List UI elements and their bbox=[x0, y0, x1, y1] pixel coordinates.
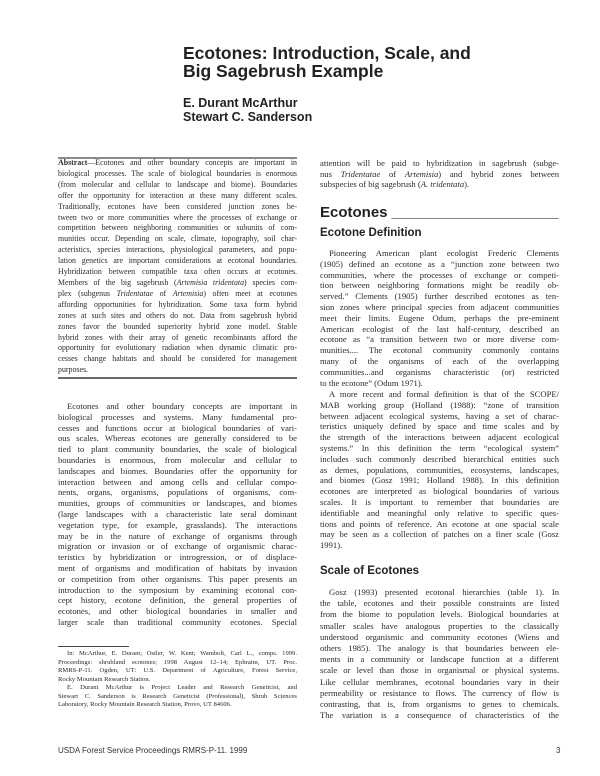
text-line: A more recent and formal definition is that of the SCOPE/ bbox=[329, 389, 559, 399]
text-line: meet their limits. Eugene Odum, perhaps the pre-eminent bbox=[320, 312, 559, 323]
text-line: ment of organisms and modification of habitats by invasion bbox=[58, 562, 297, 573]
intro-paragraph-continued bbox=[320, 158, 559, 190]
text-line: the table, ecotones and their possible constraints are listed bbox=[320, 598, 559, 609]
text-line: plex (subgenus Tridentatae of Artemisia) often meet at ecotones bbox=[58, 288, 297, 298]
text-line: zones at such sites and others do not. Data from sagebrush hybrid bbox=[58, 310, 297, 320]
scale-paragraph bbox=[320, 587, 559, 721]
text-line: teristics uniquely defined by space and time scales and by bbox=[320, 421, 559, 432]
text-line: In: McArthur, E. Durant; Ostler, W. Kent; Wambolt, Carl L., comps. 1999. bbox=[67, 650, 297, 657]
text-line: Abstract—Ecotones and other boundary concepts are important in bbox=[58, 158, 297, 167]
text-line: interaction between and among cells and cellular compo- bbox=[58, 476, 297, 487]
text-line: opportunity for evolutionary radiation when dynamic climatic pro- bbox=[58, 343, 297, 353]
text-line: tions and points of reference. An ecotone at one spacial scale bbox=[320, 518, 559, 529]
text-line: Gosz (1993) presented ecotonal hierarchies (table 1). In bbox=[329, 587, 559, 597]
text-line: tion between neighboring formations might be readily ob- bbox=[320, 280, 559, 291]
text-line: Members of the big sagebrush (Artemisia tridentata) species com- bbox=[58, 277, 297, 287]
text-line: Laboratory, Rocky Mountain Research Station, Provo, UT 84606. bbox=[58, 701, 232, 708]
subheading-ecotone-definition: Ecotone Definition bbox=[320, 227, 422, 239]
text-line: (1905) defined an ecotone as a “junction zone between two bbox=[320, 258, 559, 269]
text-line: ments in a community or landscape function at a different bbox=[320, 654, 559, 665]
footer-citation: USDA Forest Service Proceedings RMRS-P-11. 1999 bbox=[58, 746, 248, 755]
text-line: ecotone as “a transition between two or more diverse com- bbox=[320, 334, 559, 345]
intro-paragraph bbox=[58, 401, 297, 628]
text-line: Ecotones and other boundary concepts are important in bbox=[67, 401, 297, 411]
footnote bbox=[58, 650, 297, 710]
text-line: cesses and functions occur at biological boundaries of vari- bbox=[58, 422, 297, 433]
text-line: Like cellular membranes, ecotonal boundaries vary in their bbox=[320, 676, 559, 687]
author-list bbox=[183, 96, 312, 124]
text-line: biological processes. The scale of biological boundaries is enormous bbox=[58, 168, 297, 178]
abstract-label: Abstract bbox=[58, 158, 88, 167]
text-line: E. Durant McArthur is Project Leader and Research Geneticist, and bbox=[67, 684, 297, 691]
text-line: ecotones, and other biological boundaries in smaller and bbox=[58, 606, 297, 617]
text-line: affording opportunities for hybridization. Some taxa form hybrid bbox=[58, 299, 297, 309]
abstract-bottom-rule bbox=[58, 377, 297, 379]
text-line: as demes, populations, communities, ecosystems, landscapes, bbox=[320, 464, 559, 475]
text-line: many of the organisms of each of the overlapping bbox=[320, 355, 559, 366]
text-line: may be in the nature of exchange of organisms through bbox=[58, 530, 297, 541]
text-line: the strength of the interactions between adjacent ecological bbox=[320, 432, 559, 443]
text-line: offer the opportunity for interaction at these many different scales. bbox=[58, 190, 297, 200]
definition-paragraph-2 bbox=[320, 389, 559, 551]
definition-paragraph-1 bbox=[320, 248, 559, 388]
page-number: 3 bbox=[556, 746, 561, 755]
text-line: landscapes and biomes. Boundaries offer the opportunity for bbox=[58, 465, 297, 476]
text-line: zones favor the bounded superiority hybrid zone model. Stable bbox=[58, 321, 297, 331]
text-line: subspecies of big sagebrush (A. tridentata). bbox=[320, 179, 470, 190]
text-line: ous scales. Whereas ecotones are generally considered to be bbox=[58, 433, 297, 444]
text-line: American ecologist of the last half-century, described an bbox=[320, 323, 559, 334]
text-line: scales. It is important to remember that boundaries are bbox=[320, 496, 559, 507]
subheading-scale-of-ecotones: Scale of Ecotones bbox=[320, 565, 420, 577]
text-line: to the ecotone” (Odum 1971). bbox=[320, 377, 423, 388]
text-line: hybrid zones with their array of genetic recombinants afford the bbox=[58, 332, 297, 342]
text-line: understood organismic and community ecotones (Wiens and bbox=[320, 631, 559, 642]
text-line: teristics by hybridization or introgression, or of displace- bbox=[58, 552, 297, 563]
text-line: ecotones are interpreted as biological boundaries of various bbox=[320, 486, 559, 497]
text-line: munities, groups of communities or landscapes, and biomes bbox=[58, 498, 297, 509]
text-line: Pioneering American plant ecologist Frederic Clements bbox=[329, 248, 559, 258]
text-line: includes such commonly described hierarchical entities such bbox=[320, 453, 559, 464]
text-line: munities.... The ecotonal community commonly contains bbox=[320, 345, 559, 356]
text-line: biological processes and systems. Many fundamental pro- bbox=[58, 411, 297, 422]
text-line: boundaries is enormous, from molecular and cellular to bbox=[58, 454, 297, 465]
text-line: RMRS-P-11. Ogden, UT: U.S. Department of Agriculture, Forest Service, bbox=[58, 667, 297, 674]
text-line: lation genetics are important considerations at ecotonal boundaries. bbox=[58, 256, 297, 266]
text-line: tween two or more communities where the processes of exchange or bbox=[58, 212, 297, 222]
text-line: served.” Clements (1905) further described ecotones as ten- bbox=[320, 291, 559, 302]
text-line: acteristics, species interactions, physiological parameters, and popu- bbox=[58, 245, 297, 255]
text-line: tied to plant community boundaries, the scale of biological bbox=[58, 444, 297, 455]
text-line: communities, where the processes of exchange or competi- bbox=[320, 269, 559, 280]
text-line: introduction to the symposium by examining ecotonal con- bbox=[58, 584, 297, 595]
text-line: permeability or resistance to flows. The currency of flow is bbox=[320, 687, 559, 698]
text-line: competition between neighboring communities or subunits of com- bbox=[58, 223, 297, 233]
text-line: cesses change habitats and should be considered for management bbox=[58, 354, 297, 364]
text-line: Hybridization between compatible taxa often occurs at ecotones. bbox=[58, 267, 297, 277]
text-line: smaller scales have analogous properties to the classically bbox=[320, 620, 559, 631]
text-line: Traditionally, ecotones have been considered junction zones be- bbox=[58, 201, 297, 211]
text-line: cept history, ecotone definition, the general properties of bbox=[58, 595, 297, 606]
text-line: munities occur. Depending on scale, climate, topography, soil char- bbox=[58, 234, 297, 244]
text-line: purposes. bbox=[58, 365, 89, 375]
text-line: MAB working group (Holland (1988): “zone of transition bbox=[320, 399, 559, 410]
text-line: nents, organs, organisms, populations of organisms, com- bbox=[58, 487, 297, 498]
text-line: Stewart C. Sanderson is Research Geneticist (Professional), Shrub Sciences bbox=[58, 692, 297, 700]
text-line: Rocky Mountain Research Station. bbox=[58, 675, 151, 683]
text-line: scale or level than those in organismal or physical systems. bbox=[320, 665, 559, 676]
text-line: may be seen as a collection of patches on a finer scale (Gosz bbox=[320, 529, 559, 540]
text-line: (large landscapes with a characteristic late seral dominant bbox=[58, 508, 297, 519]
text-line: between adjacent ecological systems, having a set of charac- bbox=[320, 410, 559, 421]
text-line: and biomes (Gosz 1991; Holland 1988). In this definition bbox=[320, 475, 559, 486]
text-line: vegetation type, for example, grasslands). The interactions bbox=[58, 519, 297, 530]
text-line: others 1985). The analogy is that boundaries between ele- bbox=[320, 643, 559, 654]
text-line: communities...and organisms characteristic (or) restricted bbox=[320, 366, 559, 377]
section-heading-ecotones: Ecotones ____________________ bbox=[320, 204, 559, 221]
footnote-rule bbox=[58, 646, 129, 647]
text-line: from the biome to population levels. Biological boundaries at bbox=[320, 609, 559, 620]
author-name: E. Durant McArthur bbox=[183, 96, 298, 110]
text-line: or competition from other organisms. This paper presents an bbox=[58, 573, 297, 584]
abstract bbox=[58, 158, 297, 376]
text-line: systems.” In this definition the term “ecological system” bbox=[320, 442, 559, 453]
text-line: sion zones where principal species from adjacent communities bbox=[320, 301, 559, 312]
paper-title bbox=[183, 44, 471, 80]
text-line: The variation is a consequence of characteristics of the bbox=[320, 710, 559, 721]
text-line: attention will be paid to hybridization in sagebrush (subge- bbox=[320, 158, 559, 168]
text-line: contrasting, that is, from organisms to genes to chemicals. bbox=[320, 699, 559, 710]
title-line: Big Sagebrush Example bbox=[183, 61, 384, 81]
title-line: Ecotones: Introduction, Scale, and bbox=[183, 43, 471, 63]
text-line: (from molecular and cellular to landscape and biome). Boundaries bbox=[58, 179, 297, 189]
author-name: Stewart C. Sanderson bbox=[183, 110, 313, 124]
text-line: migration or invasion or of exchange of organismic charac- bbox=[58, 541, 297, 552]
text-line: nus Tridentatae of Artemisia) and hybrid zones between bbox=[320, 168, 559, 179]
text-line: 1991). bbox=[320, 540, 343, 551]
text-line: identifiable and meaningful only relative to specific ques- bbox=[320, 507, 559, 518]
text-line: Proceedings: shrubland ecotones; 1998 August 12–14; Ephraim, UT. Proc. bbox=[58, 658, 297, 666]
text-line: larger scale than traditional community ecotones. Special bbox=[58, 616, 297, 627]
